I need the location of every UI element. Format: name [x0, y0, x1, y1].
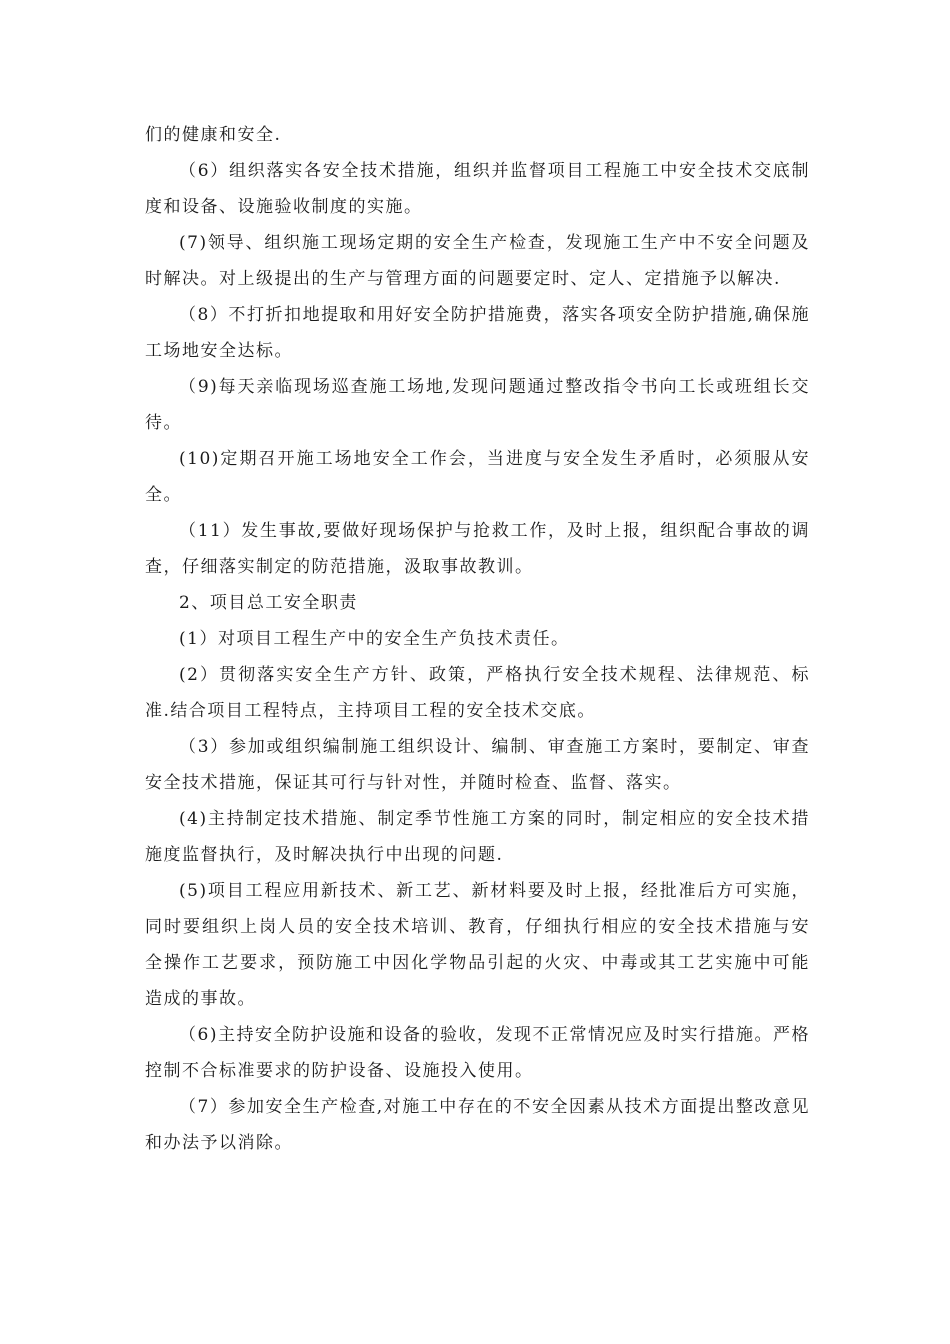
document-body: [145, 117, 810, 1161]
paragraph-item-10: (10)定期召开施工场地安全工作会，当进度与安全发生矛盾时，必须服从安全。: [145, 449, 810, 505]
section-heading-chief-engineer: 2、项目总工安全职责: [179, 593, 358, 613]
paragraph-continuation: 们的健康和安全.: [145, 125, 282, 145]
paragraph-item-9: （9)每天亲临现场巡查施工场地,发现问题通过整改指令书向工长或班组长交待。: [145, 377, 810, 433]
paragraph-duty-7: （7）参加安全生产检查,对施工中存在的不安全因素从技术方面提出整改意见和办法予以消除。: [145, 1097, 810, 1153]
paragraph-duty-2: (2）贯彻落实安全生产方针、政策，严格执行安全技术规程、法律规范、标准.结合项目工程特点，主持项目工程的安全技术交底。: [145, 665, 810, 721]
paragraph-duty-6: （6)主持安全防护设施和设备的验收，发现不正常情况应及时实行措施。严格控制不合标准要求的防护设备、设施投入使用。: [145, 1025, 810, 1081]
paragraph-duty-5: (5)项目工程应用新技术、新工艺、新材料要及时上报，经批准后方可实施，同时要组织上岗人员的安全技术培训、教育，仔细执行相应的安全技术措施与安全操作工艺要求，预防施工中因化学物品引起的火灾、中毒或其工艺实施中可能造成的事故。: [145, 881, 810, 1009]
paragraph-duty-3: （3）参加或组织编制施工组织设计、编制、审查施工方案时，要制定、审查安全技术措施，保证其可行与针对性，并随时检查、监督、落实。: [145, 737, 810, 793]
paragraph-item-6: （6）组织落实各安全技术措施，组织并监督项目工程施工中安全技术交底制度和设备、设施验收制度的实施。: [145, 161, 810, 217]
paragraph-item-8: （8）不打折扣地提取和用好安全防护措施费，落实各项安全防护措施,确保施工场地安全达标。: [145, 305, 810, 361]
paragraph-item-11: （11）发生事故,要做好现场保护与抢救工作，及时上报，组织配合事故的调查，仔细落实制定的防范措施，汲取事故教训。: [145, 521, 810, 577]
paragraph-item-7: (7)领导、组织施工现场定期的安全生产检查，发现施工生产中不安全问题及时解决。对上级提出的生产与管理方面的问题要定时、定人、定措施予以解决.: [145, 233, 810, 289]
paragraph-duty-4: (4)主持制定技术措施、制定季节性施工方案的同时，制定相应的安全技术措施度监督执行，及时解决执行中出现的问题.: [145, 809, 810, 865]
paragraph-duty-1: (1）对项目工程生产中的安全生产负技术责任。: [179, 629, 570, 649]
